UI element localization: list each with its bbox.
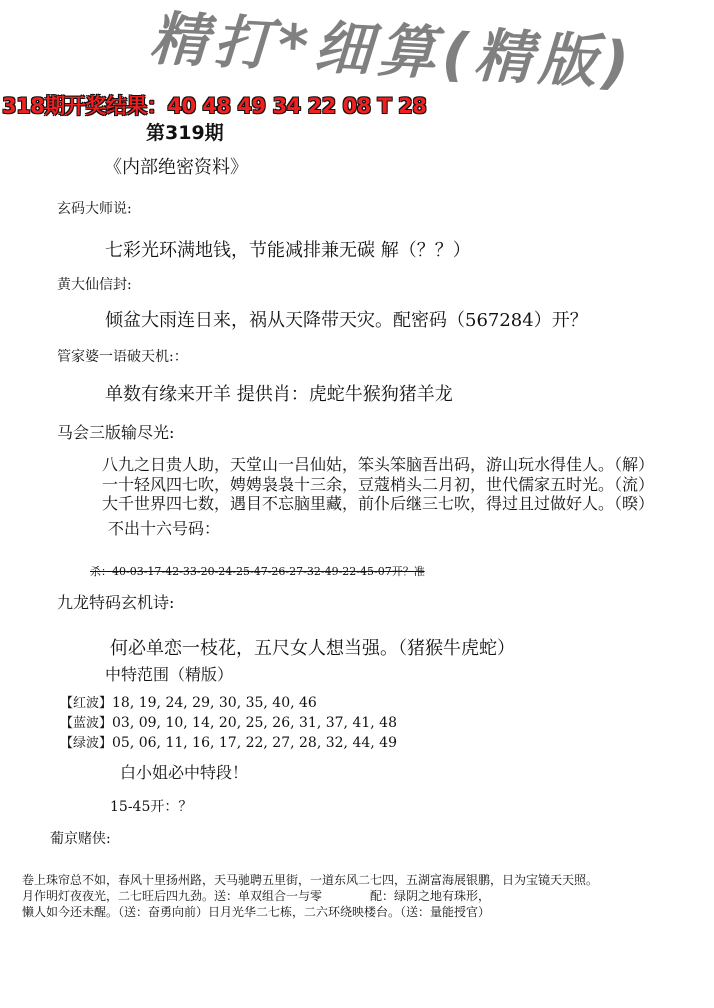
pujing-label: 葡京赌侠: <box>50 831 111 847</box>
jiulong-text: 何必单恋一枝花，五尺女人想当强。（猪猴牛虎蛇） <box>110 638 515 659</box>
mahui-label: 马会三版输尽光: <box>57 423 175 442</box>
bottom-line-1: 卷上珠帘总不如，春风十里扬州路，天马驰聘五里街，一道东风二七四，五湖富海展银鹏，日为宝镜天天照。 <box>22 873 599 887</box>
guanjia-label: 管家婆一语破天机:： <box>57 349 188 365</box>
xuanma-label: 玄码大师说: <box>57 201 132 217</box>
guanjia-text: 单数有缘来开羊 提供肖：虎蛇牛猴狗猪羊龙 <box>105 384 453 405</box>
mahui-line-2: 一十轻风四七吹，娉娉袅袅十三余，豆蔻梢头二月初，世代儒家五时光。（流） <box>102 475 655 494</box>
range-1545: 15-45开：？ <box>110 799 193 815</box>
jiulong-label: 九龙特码玄机诗: <box>57 593 175 612</box>
green-wave-label: 【绿波】 <box>60 736 113 751</box>
red-wave-label: 【红波】 <box>60 696 113 711</box>
huang-text: 倾盆大雨连日来，祸从天降带天灾。配密码（567284）开？ <box>105 310 588 331</box>
red-wave-row <box>60 692 317 711</box>
kill-numbers: 杀：40-03-17-42-33-20-24-25-47-26-27-32-49-22-45-07开？准 <box>90 565 425 578</box>
red-wave-numbers: 18, 19, 24, 29, 30, 35, 40, 46 <box>112 695 317 711</box>
draw-result: 318期开奖结果：40 48 49 34 22 08 T 28 <box>2 94 427 118</box>
baixiaojie-line: 白小姐必中特段！ <box>120 763 249 782</box>
doc-title: 《内部绝密资料》 <box>104 157 248 178</box>
bottom-line-2: 月作明灯夜夜光，二七旺后四九劲。送：单双组合一与零 配：绿阴之地有珠形， <box>22 889 491 903</box>
green-wave-row <box>60 732 397 751</box>
mahui-line-1: 八九之日贵人助，天堂山一吕仙姑，笨头笨脑吾出码，游山玩水得佳人。（解） <box>102 455 655 474</box>
blue-wave-numbers: 03, 09, 10, 14, 20, 25, 26, 31, 37, 41, 48 <box>112 715 397 731</box>
bottom-line-3: 懒人如今还未醒。（送：奋勇向前）日月光华二七栋，二六环绕映楼台。（送：量能授官） <box>22 905 491 919</box>
no16-label: 不出十六号码： <box>108 519 221 538</box>
blue-wave-label: 【蓝波】 <box>60 716 113 731</box>
xuanma-text: 七彩光环满地钱，节能减排兼无碳 解（？？） <box>105 240 471 261</box>
range-title: 中特范围（精版） <box>105 665 234 684</box>
blue-wave-row <box>60 712 397 731</box>
issue-number: 第319期 <box>146 122 224 144</box>
huang-label: 黄大仙信封: <box>57 277 132 293</box>
green-wave-numbers: 05, 06, 11, 16, 17, 22, 27, 28, 32, 44, 49 <box>112 735 397 751</box>
mahui-line-3: 大千世界四七数，遇目不忘脑里藏，前仆后继三七吹，得过且过做好人。（暌） <box>102 494 655 513</box>
banner-title: 精打*细算(精版) <box>148 4 637 98</box>
